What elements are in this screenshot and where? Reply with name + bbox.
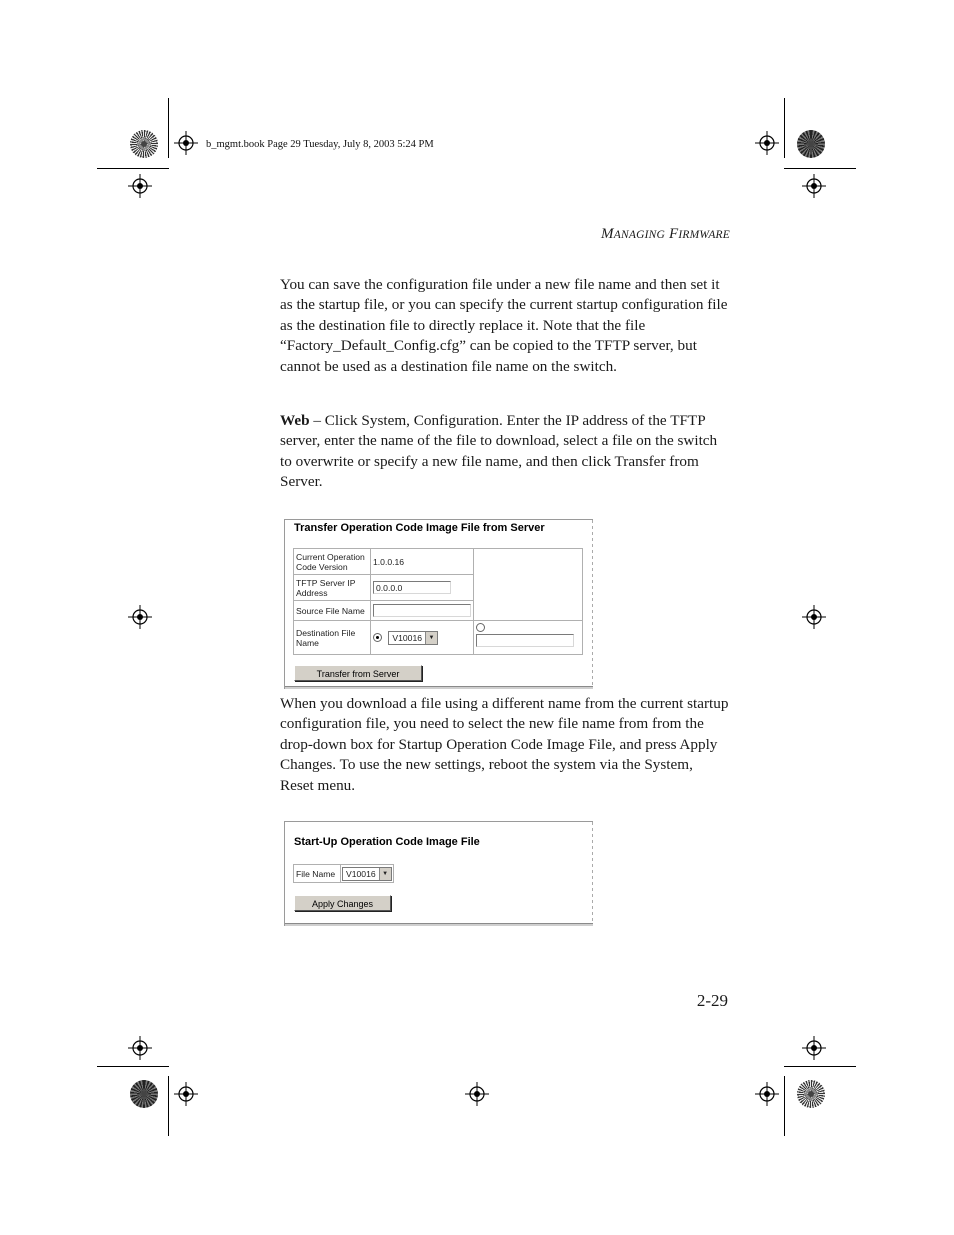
color-registration-icon: [130, 1080, 158, 1108]
running-head: [601, 226, 730, 243]
startup-operation-code-panel: [284, 821, 593, 926]
panel-title: Start-Up Operation Code Image File: [294, 836, 480, 848]
destination-new-name-radio[interactable]: [476, 623, 485, 632]
destination-new-name-input[interactable]: [476, 634, 574, 647]
registration-crosshair-icon: [802, 174, 826, 198]
chevron-down-icon: ▼: [425, 632, 437, 644]
paragraph-save-config: You can save the configuration file under a new file name and then set it as the startup file, or you can specify the current startup configuration file as the destination file to directly replace it. Note that the file “Factory_Default_Config.cfg” can be copied to the TFTP server, but cannot be used as a destination file name on the switch.: [280, 276, 728, 375]
registration-crosshair-icon: [755, 131, 779, 155]
tftp-server-ip-input[interactable]: 0.0.0.0: [373, 581, 451, 594]
running-head-cap: M: [601, 226, 614, 242]
crop-line: [97, 1066, 169, 1067]
startup-file-select[interactable]: [342, 867, 392, 881]
registration-crosshair-icon: [802, 1036, 826, 1060]
file-name-label: File Name: [294, 865, 341, 883]
destination-file-name-label: Destination File Name: [294, 621, 371, 655]
crop-line: [168, 1076, 169, 1136]
registration-crosshair-icon: [802, 605, 826, 629]
startup-form-table: [293, 864, 394, 883]
registration-crosshair-icon: [128, 1036, 152, 1060]
source-file-name-input[interactable]: [373, 604, 471, 617]
transfer-form-table: [293, 548, 583, 655]
paragraph-startup-file: When you download a file using a different name from the current startup configuration file, you need to select the new file name from from the drop-down box for Startup Operation Code Image File, and press Apply Changes. To use the new settings, reboot the system via the System, Reset menu.: [280, 695, 729, 794]
current-version-label: Current Operation Code Version: [294, 549, 371, 575]
crop-line: [784, 98, 785, 158]
empty-cell: [474, 575, 583, 601]
destination-file-selected: V10016: [392, 632, 423, 643]
crop-line: [784, 1066, 856, 1067]
registration-crosshair-icon: [128, 174, 152, 198]
registration-crosshair-icon: [174, 1082, 198, 1106]
running-head-smallcaps: IRMWARE: [678, 229, 730, 241]
transfer-from-server-button[interactable]: Transfer from Server: [294, 665, 422, 681]
color-registration-icon: [130, 130, 158, 158]
web-instructions-text: – Click System, Configuration. Enter the IP address of the TFTP server, enter the name of the file to download, select a file on the switch to overwrite or specify a new file name, and then click Transfer from Server.: [280, 412, 718, 491]
running-head-cap: F: [668, 226, 679, 242]
color-registration-icon: [797, 1080, 825, 1108]
transfer-operation-code-panel: [284, 519, 593, 689]
registration-crosshair-icon: [128, 605, 152, 629]
panel-title: Transfer Operation Code Image File from Server: [294, 522, 545, 534]
registration-crosshair-icon: [465, 1082, 489, 1106]
crop-line: [784, 168, 856, 169]
empty-cell: [474, 549, 583, 575]
source-file-name-label: Source File Name: [294, 601, 371, 621]
page-number: 2-29: [696, 991, 728, 1010]
running-head-smallcaps: ANAGING: [613, 229, 665, 241]
crop-line: [168, 98, 169, 158]
apply-changes-button[interactable]: Apply Changes: [294, 895, 391, 911]
book-meta-line: b_mgmt.book Page 29 Tuesday, July 8, 2003 5:24 PM: [206, 139, 434, 150]
tftp-server-ip-label: TFTP Server IP Address: [294, 575, 371, 601]
crop-line: [97, 168, 169, 169]
destination-file-select[interactable]: [388, 631, 438, 645]
paragraph-web-instructions: [280, 411, 730, 493]
chevron-down-icon: ▼: [379, 868, 391, 880]
registration-crosshair-icon: [174, 131, 198, 155]
empty-cell: [474, 601, 583, 621]
current-version-value: 1.0.0.16: [371, 549, 474, 575]
color-registration-icon: [797, 130, 825, 158]
startup-file-selected: V10016: [346, 868, 376, 879]
crop-line: [784, 1076, 785, 1136]
web-label: Web: [280, 412, 310, 429]
registration-crosshair-icon: [755, 1082, 779, 1106]
destination-existing-radio[interactable]: [373, 633, 382, 642]
